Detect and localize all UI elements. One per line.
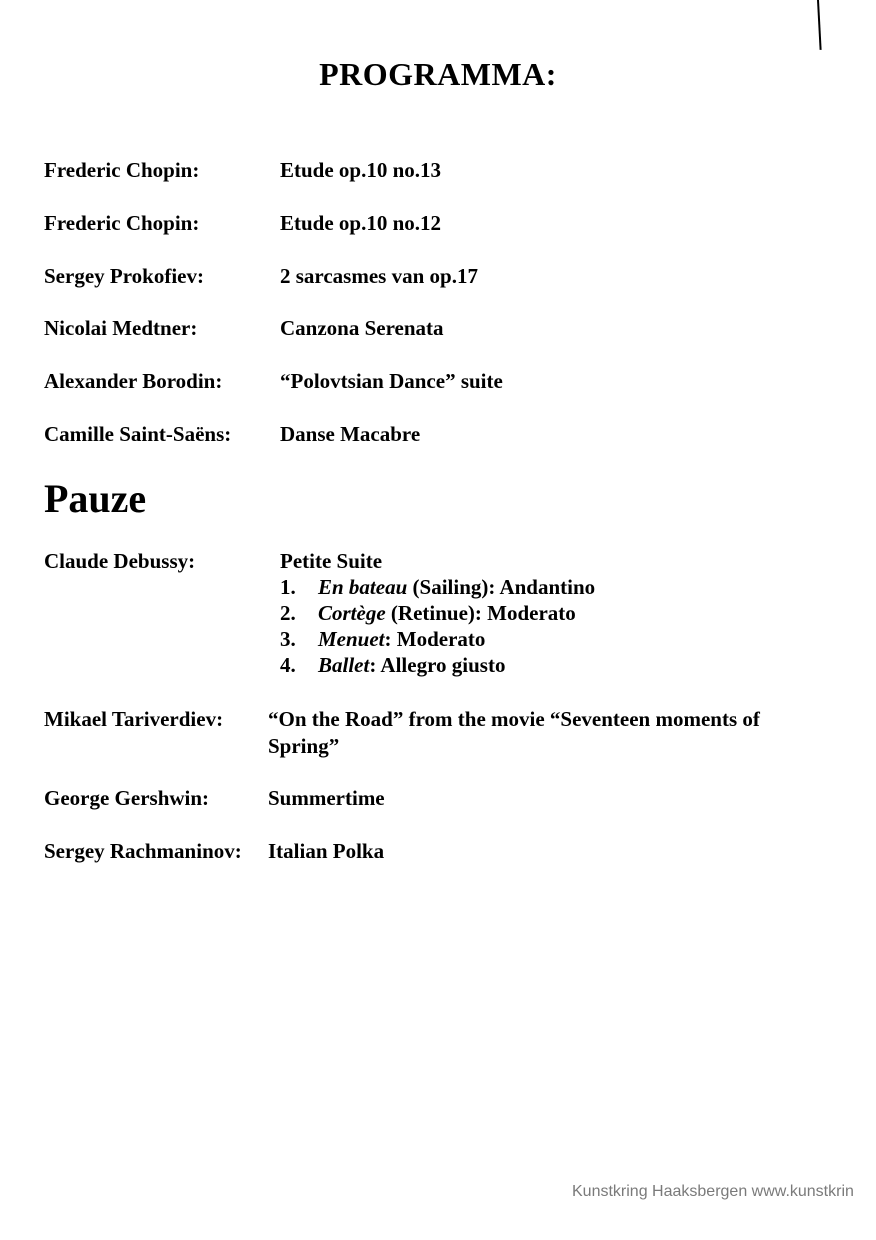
movement-detail: (Retinue): Moderato (385, 601, 576, 625)
composer-name: Frederic Chopin: (44, 158, 200, 182)
composer-name: Mikael Tariverdiev: (44, 707, 224, 731)
composer-name: Sergey Rachmaninov: (44, 839, 242, 863)
composer-name: Camille Saint-Saëns: (44, 422, 232, 446)
movement-title: En bateau (318, 575, 408, 599)
composer-name: Sergey Prokofiev: (44, 264, 204, 288)
movement-detail: (Sailing): Andantino (407, 575, 596, 599)
piece-title: Danse Macabre (280, 422, 421, 446)
footer-text: Kunstkring Haaksbergen www.kunstkrin (572, 1183, 854, 1200)
movement-title: Cortège (318, 601, 386, 625)
composer-name: Frederic Chopin: (44, 211, 200, 235)
movement-title: Menuet (318, 627, 385, 651)
piece-title: 2 sarcasmes van op.17 (280, 264, 478, 288)
composer-name: George Gershwin: (44, 786, 210, 810)
piece-title: Summertime (268, 786, 385, 810)
composer-name: Alexander Borodin: (44, 369, 223, 393)
movement-detail: : Allegro giusto (369, 653, 506, 677)
intermission-heading: Pauze (44, 476, 147, 521)
page-title: PROGRAMMA: (319, 56, 557, 92)
movement-number: 4. (280, 653, 296, 677)
piece-title: Etude op.10 no.13 (280, 158, 442, 182)
composer-name: Claude Debussy: (44, 549, 196, 573)
piece-title: Canzona Serenata (280, 316, 444, 340)
composer-name: Nicolai Medtner: (44, 316, 198, 340)
movement-number: 3. (280, 627, 296, 651)
movement-detail: : Moderato (384, 627, 486, 651)
movement-number: 2. (280, 601, 296, 625)
movement-title: Ballet (318, 653, 370, 677)
piece-title: Etude op.10 no.12 (280, 211, 442, 235)
piece-title: Italian Polka (268, 839, 385, 863)
piece-title: Petite Suite (280, 549, 383, 573)
piece-title: “Polovtsian Dance” suite (280, 369, 503, 393)
piece-title: “On the Road” from the movie “Seventeen moments of Spring” (268, 707, 760, 758)
corner-mark (817, 0, 822, 50)
movement-number: 1. (280, 575, 296, 599)
